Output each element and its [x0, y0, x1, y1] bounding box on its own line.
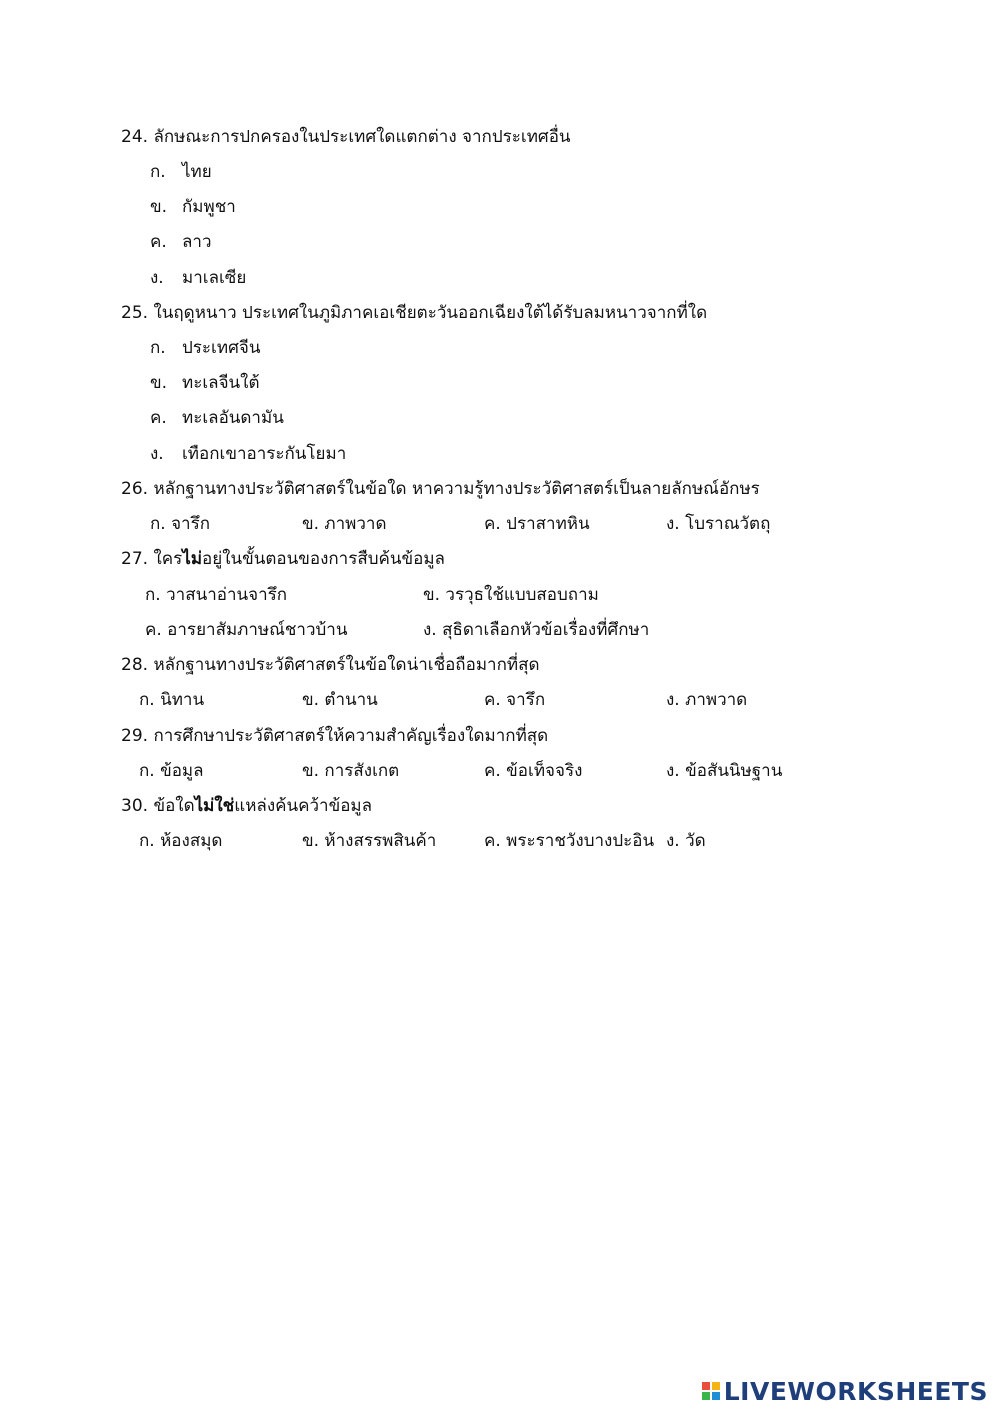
option[interactable]: ง. โบราณวัตถุ: [666, 514, 771, 534]
question-text: การศึกษาประวัติศาสตร์ให้ความสำคัญเรื่องใดมากที่สุด: [153, 726, 549, 746]
question-text: หลักฐานทางประวัติศาสตร์ในข้อใดน่าเชื่อถือมากที่สุด: [153, 655, 540, 675]
question-text: ในฤดูหนาว ประเทศในภูมิภาคเอเชียตะวันออกเฉียงใต้ได้รับลมหนาวจากที่ใด: [153, 303, 708, 323]
option[interactable]: ข. วรวุธใช้แบบสอบถาม: [423, 585, 599, 605]
question-number: 30.: [121, 796, 149, 816]
option[interactable]: ค. ทะเลอันดามัน: [150, 408, 284, 428]
option[interactable]: ค. จารึก: [484, 690, 546, 710]
option[interactable]: ก. ประเทศจีน: [150, 338, 261, 358]
question-text-pre: ใคร: [153, 549, 183, 569]
option[interactable]: ค. ปราสาทหิน: [484, 514, 590, 534]
question-text-pre: ข้อใด: [153, 796, 195, 816]
question-number: 28.: [121, 655, 149, 675]
question-number: 25.: [121, 303, 149, 323]
option[interactable]: ง. มาเลเซีย: [150, 268, 247, 288]
logo-block: [712, 1392, 720, 1400]
liveworksheets-logo: [702, 1376, 988, 1406]
question-text-emphasis: ไม่ใช่: [194, 796, 235, 816]
option[interactable]: ง. เทือกเขาอาระกันโยมา: [150, 444, 347, 464]
question-24: [121, 126, 571, 148]
option[interactable]: ค. ลาว: [150, 232, 212, 252]
question-number: 24.: [121, 127, 149, 147]
option[interactable]: ค. ข้อเท็จจริง: [484, 761, 583, 781]
question-text: ลักษณะการปกครองในประเทศใดแตกต่าง จากประเทศอื่น: [153, 127, 571, 147]
logo-text: LIVEWORKSHEETS: [723, 1376, 988, 1406]
question-text-emphasis: ไม่: [182, 549, 203, 569]
logo-block: [702, 1382, 710, 1390]
option[interactable]: ก. ไทย: [150, 162, 212, 182]
option[interactable]: ก. นิทาน: [139, 690, 205, 710]
question-number: 29.: [121, 726, 149, 746]
logo-block: [702, 1392, 710, 1400]
question-number: 27.: [121, 549, 149, 569]
question-27: [121, 548, 445, 570]
logo-blocks-icon: [702, 1382, 720, 1400]
option[interactable]: ข. ทะเลจีนใต้: [150, 373, 260, 393]
question-text: หลักฐานทางประวัติศาสตร์ในข้อใด หาความรู้ทางประวัติศาสตร์เป็นลายลักษณ์อักษร: [153, 479, 760, 499]
option[interactable]: ข. ห้างสรรพสินค้า: [302, 831, 437, 851]
question-number: 26.: [121, 479, 149, 499]
option[interactable]: ก. วาสนาอ่านจารึก: [145, 585, 288, 605]
option[interactable]: ข. ตำนาน: [302, 690, 378, 710]
option[interactable]: ง. วัด: [666, 831, 706, 851]
option[interactable]: ก. ห้องสมุด: [139, 831, 223, 851]
question-28: [121, 654, 539, 676]
option[interactable]: ง. สุธิดาเลือกหัวข้อเรื่องที่ศึกษา: [423, 620, 650, 640]
option[interactable]: ก. จารึก: [150, 514, 211, 534]
option[interactable]: ค. อารยาสัมภาษณ์ชาวบ้าน: [145, 620, 348, 640]
question-text-post: แหล่งค้นคว้าข้อมูล: [234, 796, 373, 816]
option[interactable]: ข. กัมพูชา: [150, 197, 236, 217]
question-26: [121, 478, 760, 500]
logo-block: [712, 1382, 720, 1390]
option[interactable]: ง. ข้อสันนิษฐาน: [666, 761, 783, 781]
option[interactable]: ง. ภาพวาด: [666, 690, 748, 710]
question-25: [121, 302, 707, 324]
question-text-post: อยู่ในขั้นตอนของการสืบค้นข้อมูล: [202, 549, 445, 569]
option[interactable]: ข. การสังเกต: [302, 761, 400, 781]
question-30: [121, 795, 372, 817]
option[interactable]: ข. ภาพวาด: [302, 514, 387, 534]
option[interactable]: ก. ข้อมูล: [139, 761, 204, 781]
option[interactable]: ค. พระราชวังบางปะอิน: [484, 831, 655, 851]
question-29: [121, 725, 548, 747]
